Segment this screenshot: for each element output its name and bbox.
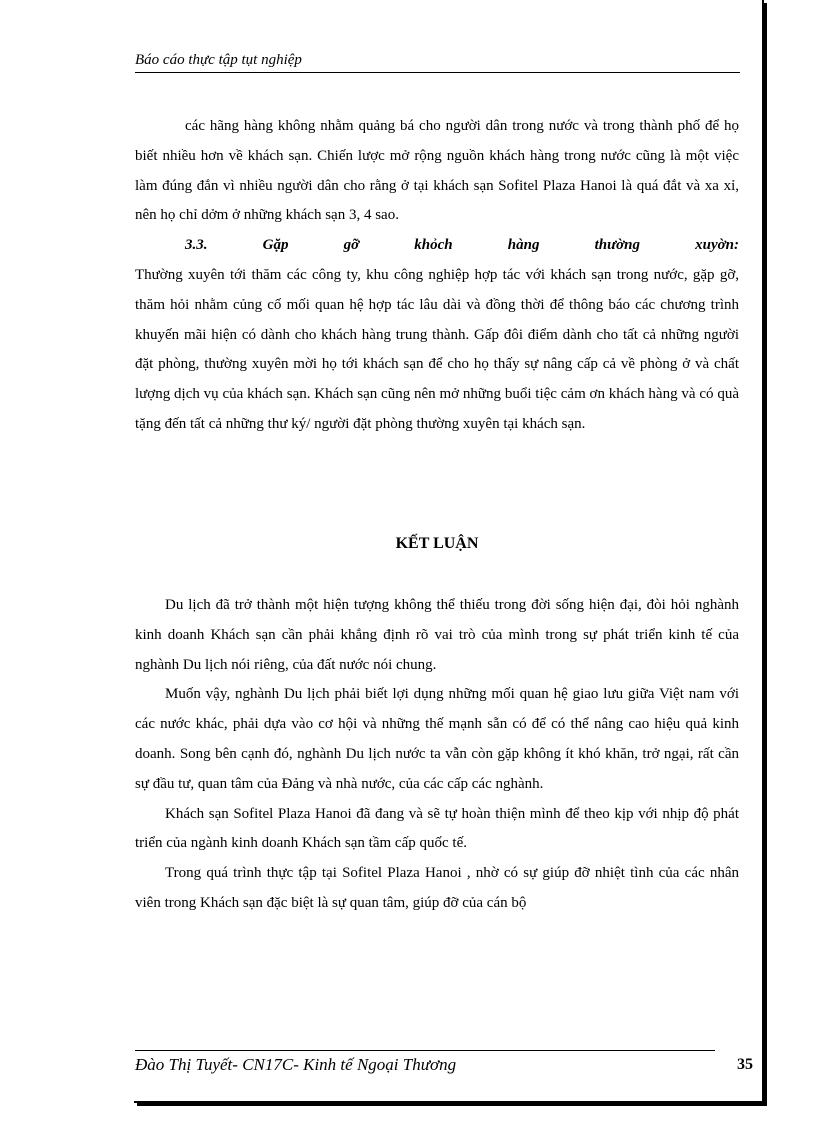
conclusion-paragraph: Du lịch đã trở thành một hiện tượng không thể thiếu trong đời sống hiện đại, đòi hỏi nghành kinh doanh Khách sạn cần phải khẳng định rõ vai trò của mình trong sự phát triển kinh tế của nghành Du lịch nói riêng, của đất nước nói chung. (135, 597, 739, 673)
conclusion-paragraph: Trong quá trình thực tập tại Sofitel Plaza Hanoi , nhờ có sự giúp đỡ nhiệt tình của các nhân viên trong Khách sạn đặc biệt là sự quan tâm, giúp đỡ của cán bộ (135, 865, 739, 911)
conclusion-section (135, 591, 739, 919)
footer-divider (135, 1050, 715, 1051)
body-paragraph: các hãng hàng không nhằm quảng bá cho người dân trong nước và trong thành phố để họ biết nhiều hơn về khách sạn. Chiến lược mở rộng nguồn khách hàng trong nước cũng là một việc làm đúng đắn vì nhiều người dân cho rằng ở tại khách sạn Sofitel Plaza Hanoi là quá đắt và xa xỉ, nên họ chỉ dởm ở những khách sạn 3, 4 sao. (135, 118, 739, 224)
running-header: Báo cáo thực tập tụt nghiệp (135, 50, 740, 73)
body-paragraph: Thường xuyên tới thăm các công ty, khu công nghiệp hợp tác với khách sạn trong nước, gặp gỡ, thăm hỏi nhằm củng cố mối quan hệ hợp tác lâu dài và đồng thời để thông báo các chương trình khuyến mãi hiện có dành cho khách hàng trung thành. Gấp đôi điểm dành cho tất cả những người đặt phòng, thường xuyên mời họ tới khách sạn để cho họ thấy sự nâng cấp cả về phòng ở và chất lượng dịch vụ của khách sạn. Khách sạn cũng nên mở những buổi tiệc cảm ơn khách hàng và có quà tặng đến tất cả những thư ký/ người đặt phòng thường xuyên tại khách sạn. (135, 266, 739, 432)
conclusion-paragraph: Khách sạn Sofitel Plaza Hanoi đã đang và sẽ tự hoàn thiện mình để theo kịp với nhịp độ phát triển của ngành kinh doanh Khách sạn tầm cấp quốc tế. (135, 805, 739, 852)
page-number: 35 (737, 1056, 753, 1073)
conclusion-paragraph: Muốn vậy, nghành Du lịch phải biết lợi dụng những mối quan hệ giao lưu giữa Việt nam với các nước khác, phải dựa vào cơ hội và những thế mạnh sẵn có để có thể nâng cao hiệu quả kinh doanh. Song bên cạnh đó, nghành Du lịch nước ta vẫn còn gặp không ít khó khăn, trở ngại, rất cần sự đầu tư, quan tâm của Đảng và nhà nước, của các cấp các nghành. (135, 686, 739, 792)
body-section (135, 112, 739, 440)
footer-author: Đào Thị Tuyết- CN17C- Kinh tế Ngoại Thương (135, 1055, 457, 1074)
conclusion-title: KẾT LUẬN (395, 535, 479, 552)
section-heading: 3.3. Gặp gỡ khỏch hàng thường xuyờn: (185, 237, 739, 254)
